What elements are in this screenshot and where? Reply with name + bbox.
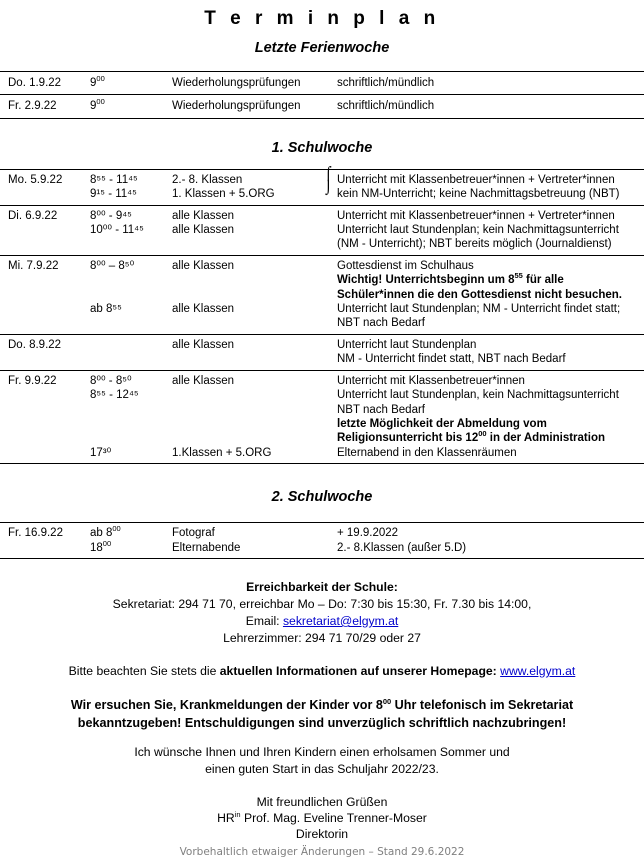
section-heading-week-1: 1. Schulwoche	[271, 139, 373, 156]
time-minutes: 00	[96, 97, 105, 107]
cell-date	[0, 273, 90, 287]
cell-time	[90, 273, 172, 287]
cell-description: Gottesdienst im Schulhaus	[337, 259, 474, 272]
homepage-notice-prefix: Bitte beachten Sie stets die	[68, 663, 220, 678]
cell-description: (NM - Unterricht); NBT bereits möglich (Journaldienst)	[337, 238, 612, 251]
cell-group: Fotograf	[172, 527, 215, 540]
cell-date	[0, 431, 90, 445]
table-row	[0, 302, 644, 316]
table-row	[0, 370, 644, 388]
table-week-2	[0, 522, 644, 559]
cell-date	[0, 316, 90, 334]
cell-time	[90, 538, 172, 559]
cell-description: Elternabend in den Klassenräumen	[337, 446, 517, 459]
cell-group: 1. Klassen + 5.ORG	[172, 188, 275, 201]
cell-date	[0, 388, 90, 402]
cell-description: NM - Unterricht findet statt, NBT nach Bedarf	[337, 353, 566, 366]
description-text: Unterricht mit Klassenbetreuer*innen + Vertreter*innen	[337, 173, 615, 186]
table-row	[0, 523, 644, 541]
table-row	[0, 169, 644, 187]
table-week-1	[0, 166, 644, 464]
cell-group: alle Klassen	[172, 224, 235, 237]
cell-time: 8⁰⁰ - 8⁵⁰	[90, 374, 132, 387]
cell-date	[0, 223, 90, 237]
cell-time	[90, 334, 172, 352]
important-minutes: 55	[514, 271, 523, 281]
cell-date: Fr. 2.9.22	[8, 100, 57, 113]
time-minutes: 00	[112, 524, 121, 534]
table-row	[0, 316, 644, 334]
important-text-b: in der Administration	[486, 432, 605, 445]
cell-description-important: Schüler*innen die den Gottesdienst nicht besuchen.	[337, 288, 622, 301]
sick-notice-minutes: 00	[382, 696, 392, 706]
cell-description-important: letzte Möglichkeit der Abmeldung vom	[337, 417, 547, 430]
cell-date: Do. 1.9.22	[8, 77, 62, 89]
cell-time	[90, 72, 172, 95]
contact-email-line	[0, 613, 644, 630]
cell-time: 8⁵⁵ - 12⁴⁵	[90, 389, 139, 402]
table-row	[0, 255, 644, 273]
cell-group: alle Klassen	[172, 209, 235, 222]
cell-group	[172, 403, 337, 417]
table-row	[0, 388, 644, 402]
table-row	[0, 223, 644, 237]
time-value: 18	[90, 541, 103, 554]
table-row	[0, 95, 644, 118]
table-row	[0, 237, 644, 255]
cell-date: Mi. 7.9.22	[8, 259, 59, 272]
cell-group: 1.Klassen + 5.ORG	[172, 446, 272, 459]
cell-date	[0, 302, 90, 316]
contact-block	[0, 579, 644, 647]
cell-date	[0, 446, 90, 464]
time-value: 9	[90, 100, 97, 113]
cell-group	[172, 431, 337, 445]
cell-time: ab 8⁵⁵	[90, 303, 122, 316]
page-title: T e r m i n p l a n	[204, 8, 440, 29]
table-row	[0, 187, 644, 205]
time-value: 9	[90, 77, 97, 89]
cell-time	[90, 403, 172, 417]
cell-group	[172, 352, 337, 370]
cell-time: 17³⁰	[90, 446, 112, 459]
cell-date	[0, 352, 90, 370]
table-row	[0, 205, 644, 223]
cell-description: + 19.9.2022	[337, 527, 399, 540]
sick-notice-line-1	[0, 696, 644, 714]
homepage-link[interactable]: www.elgym.at	[500, 663, 576, 678]
brace-icon: ⌠ ⌡	[325, 166, 332, 197]
cell-time	[90, 316, 172, 334]
table-row	[0, 352, 644, 370]
cell-time: 8⁰⁰ - 9⁴⁵	[90, 209, 132, 222]
signature-role: Direktorin	[295, 826, 349, 841]
signature-name	[0, 810, 644, 826]
email-label: Email:	[245, 613, 283, 628]
email-link[interactable]: sekretariat@elgym.at	[282, 613, 399, 628]
sick-notice-line-2: bekanntzugeben! Entschuldigungen sind unverzüglich schriftlich nachzubringen!	[77, 715, 567, 730]
cell-time: 8⁵⁵ - 11⁴⁵	[90, 173, 138, 186]
cell-description: schriftlich/mündlich	[337, 100, 435, 113]
footer-disclaimer: Vorbehaltlich etwaiger Änderungen – Stand 29.6.2022	[179, 845, 465, 858]
time-minutes: 00	[102, 538, 112, 548]
cell-date	[0, 288, 90, 302]
cell-group	[172, 388, 337, 402]
cell-date	[0, 403, 90, 417]
cell-group: Wiederholungsprüfungen	[172, 100, 301, 113]
table-row	[0, 417, 644, 431]
closing-line-1: Ich wünsche Ihnen und Ihren Kindern einen erholsamen Sommer und	[134, 744, 510, 759]
cell-time	[90, 288, 172, 302]
signature-fullname: Prof. Mag. Eveline Trenner-Moser	[240, 810, 427, 825]
table-row	[0, 431, 644, 445]
signature-block	[0, 794, 644, 842]
table-row	[0, 334, 644, 352]
sick-report-notice	[0, 696, 644, 732]
section-heading-holiday-week: Letzte Ferienwoche	[254, 40, 390, 56]
homepage-notice-bold: aktuellen Informationen auf unserer Homepage:	[219, 663, 501, 678]
table-row	[0, 273, 644, 287]
contact-staffroom: Lehrerzimmer: 294 71 70/29 oder 27	[223, 630, 421, 645]
time-value: ab 8	[90, 527, 113, 540]
cell-description: kein NM-Unterricht; keine Nachmittagsbetreuung (NBT)	[337, 188, 620, 201]
cell-description: 2.- 8.Klassen (außer 5.D)	[337, 541, 467, 554]
cell-time	[90, 237, 172, 255]
cell-group	[172, 316, 337, 334]
cell-group: alle Klassen	[172, 374, 235, 387]
cell-group	[172, 417, 337, 431]
signature-title-suffix: in	[234, 809, 241, 819]
signature-title-abbrev: HR	[217, 810, 235, 825]
time-minutes: 00	[96, 74, 105, 84]
closing-line-2: einen guten Start in das Schuljahr 2022/23.	[205, 761, 439, 776]
important-minutes: 00	[478, 429, 487, 439]
important-text-a: Religionsunterricht bis 12	[337, 432, 479, 445]
table-row	[0, 72, 644, 95]
sick-notice-text-a: Wir ersuchen Sie, Krankmeldungen der Kinder vor 8	[70, 697, 383, 712]
cell-group	[172, 273, 337, 287]
important-text-a: Wichtig! Unterrichtsbeginn um 8	[337, 274, 515, 287]
cell-date: Mo. 5.9.22	[8, 173, 63, 186]
cell-date: Di. 6.9.22	[8, 209, 58, 222]
sick-notice-text-b: Uhr telefonisch im Sekretariat	[391, 697, 574, 712]
cell-group: Wiederholungsprüfungen	[172, 77, 301, 89]
cell-time	[90, 95, 172, 118]
signature-greeting: Mit freundlichen Grüßen	[256, 794, 388, 809]
cell-time	[90, 352, 172, 370]
cell-date: Fr. 16.9.22	[8, 527, 63, 540]
cell-date: Do. 8.9.22	[8, 338, 62, 351]
table-row	[0, 446, 644, 464]
cell-description-important	[337, 273, 644, 287]
contact-heading: Erreichbarkeit der Schule:	[246, 579, 398, 594]
contact-office-hours: Sekretariat: 294 71 70, erreichbar Mo – Do: 7:30 bis 15:30, Fr. 7.30 bis 14:00,	[112, 596, 532, 611]
cell-date	[0, 237, 90, 255]
closing-block	[0, 744, 644, 778]
cell-description: NBT nach Bedarf	[337, 317, 426, 330]
cell-time	[90, 431, 172, 445]
cell-description: Unterricht laut Stundenplan, kein Nachmittagsunterricht	[337, 389, 619, 402]
cell-group	[172, 288, 337, 302]
cell-description: Unterricht mit Klassenbetreuer*innen	[337, 374, 525, 387]
cell-time: 10⁰⁰ - 11⁴⁵	[90, 224, 144, 237]
cell-group: alle Klassen	[172, 303, 235, 316]
cell-date	[0, 417, 90, 431]
cell-time: 9¹⁵ - 11⁴⁵	[90, 188, 137, 201]
cell-group: alle Klassen	[172, 259, 235, 272]
cell-date: Fr. 9.9.22	[8, 374, 57, 387]
table-row	[0, 541, 644, 559]
cell-time	[90, 417, 172, 431]
important-text-b: für alle	[522, 274, 564, 287]
cell-group: alle Klassen	[172, 338, 235, 351]
cell-group	[172, 237, 337, 255]
cell-description: Unterricht mit Klassenbetreuer*innen + Vertreter*innen	[337, 209, 615, 222]
cell-description: NBT nach Bedarf	[337, 403, 426, 416]
section-heading-week-2: 2. Schulwoche	[271, 489, 373, 506]
cell-group: 2.- 8. Klassen	[172, 173, 243, 186]
cell-description: Unterricht laut Stundenplan	[337, 338, 477, 351]
cell-date	[0, 187, 90, 205]
cell-description-important	[337, 431, 644, 445]
cell-description: Unterricht laut Stundenplan; NM - Unterricht findet statt;	[337, 303, 621, 316]
table-row	[0, 288, 644, 302]
cell-description: schriftlich/mündlich	[337, 77, 435, 89]
table-row	[0, 403, 644, 417]
cell-description: Unterricht laut Stundenplan; kein Nachmittagsunterricht	[337, 224, 619, 237]
homepage-notice	[0, 663, 644, 680]
cell-date	[0, 541, 90, 559]
cell-group: Elternabende	[172, 541, 241, 554]
cell-time: 8⁰⁰ – 8⁵⁰	[90, 259, 135, 272]
table-holiday-week	[0, 71, 644, 119]
